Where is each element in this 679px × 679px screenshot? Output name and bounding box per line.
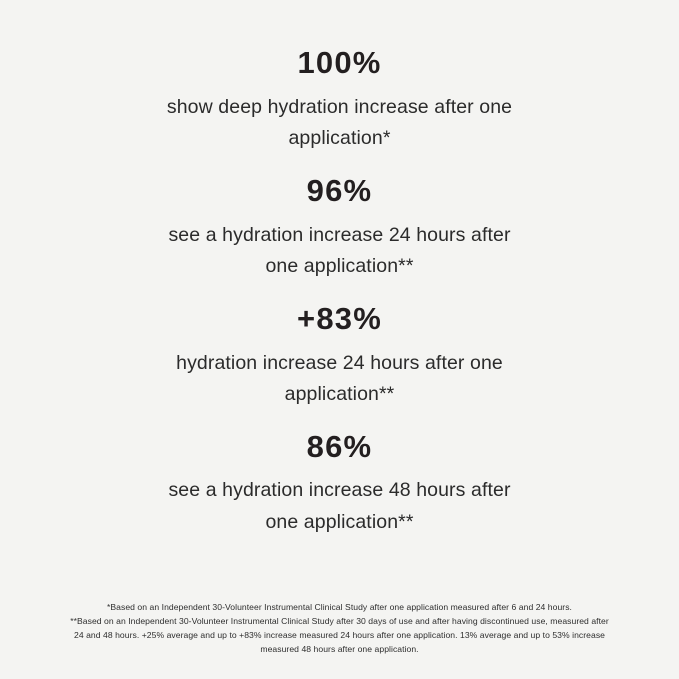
stat-value: 96%	[306, 172, 373, 208]
stat-block	[70, 428, 609, 539]
stat-description: see a hydration increase 24 hours after one application**	[168, 223, 511, 278]
footnotes	[70, 601, 609, 657]
footnote-single-application: *Based on an Independent 30-Volunteer Instrumental Clinical Study after one application measured after 6 and 24 hours.	[106, 602, 572, 613]
stat-description: see a hydration increase 48 hours after one application**	[168, 479, 511, 534]
stat-description: hydration increase 24 hours after one application**	[176, 351, 503, 406]
stat-block	[70, 44, 609, 155]
footnote-thirty-day-study: **Based on an Independent 30-Volunteer Instrumental Clinical Study after 30 days of use and after having discontinued use, measured after 24 and 48 hours. +25% average and up to +83% increase measured 24 hours after one application. 13% average and up to 53% increase measured 48 hours after one application.	[70, 616, 609, 655]
stat-block	[70, 172, 609, 283]
stat-value: 86%	[306, 428, 373, 464]
stat-value: +83%	[297, 300, 382, 336]
stat-value: 100%	[297, 45, 382, 80]
stat-description: show deep hydration increase after one application*	[166, 95, 513, 150]
stat-block	[70, 300, 609, 411]
